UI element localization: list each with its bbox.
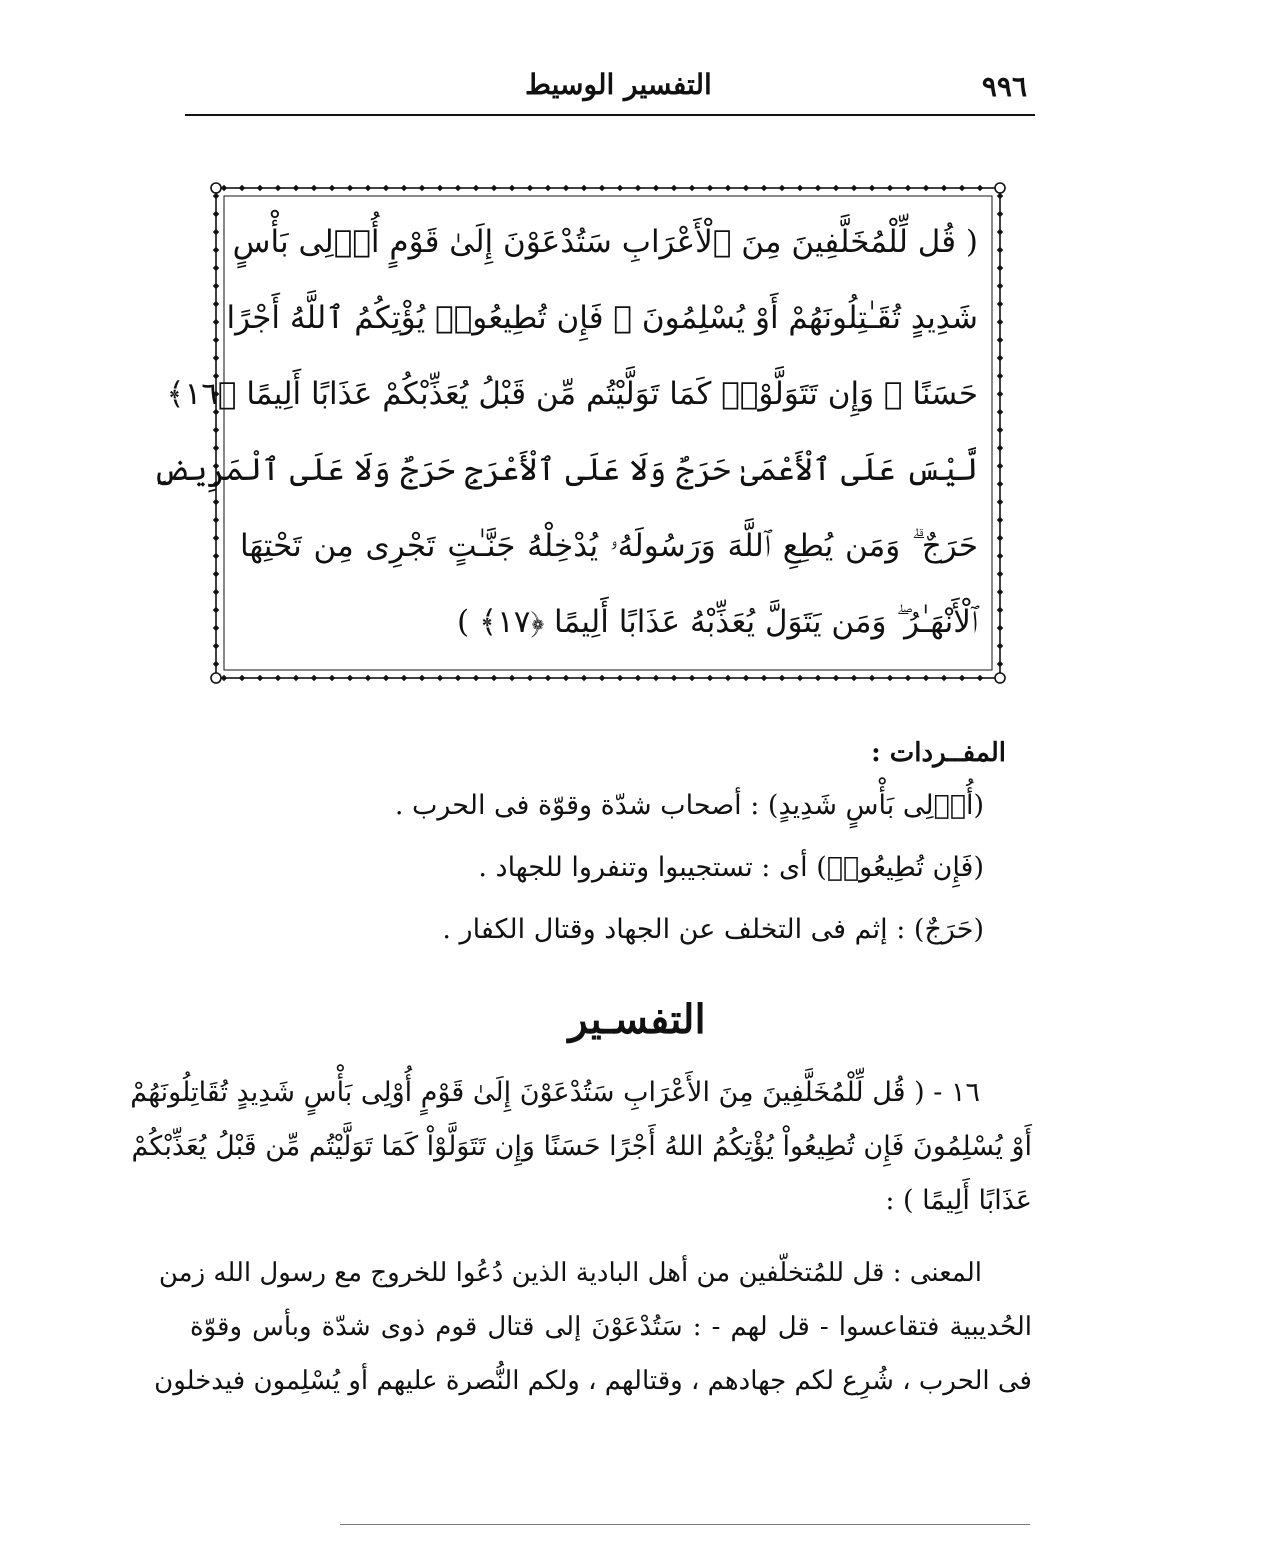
vocabulary-item: (حَرَجٌ) : إثم فى التخلف عن الجهاد وقتال الكفار . bbox=[442, 914, 984, 945]
verse-line: حَسَنًا ۖ وَإِن تَتَوَلَّوْا۟ كَمَا تَوَلَّيْتُم مِّن قَبْلُ يُعَذِّبْكُمْ عَذَابًا أَلِيمًا ﴿١٦﴾ bbox=[166, 376, 978, 412]
verse-text bbox=[152, 204, 978, 662]
verse-frame bbox=[152, 182, 1006, 684]
running-title: التفسير الوسيط bbox=[525, 68, 712, 101]
page-header bbox=[185, 60, 1035, 120]
meaning-paragraph bbox=[154, 1246, 1032, 1408]
tafsir-heading: التفسـير bbox=[568, 996, 706, 1043]
vocabulary-item: (فَإِن تُطِيعُوا۟) أى : تستجيبوا وتنفروا للجهاد . bbox=[478, 852, 984, 883]
meaning-line: المعنى : قل للمُتخلّفين من أهل البادية الذين دُعُوا للخروج مع رسول الله زمن bbox=[158, 1258, 982, 1288]
meaning-line: فى الحرب ، شُرِع لكم جهادهم ، وقتالهم ، ولكم النُّصرة عليهم أو يُسْلِمون فيدخلون bbox=[154, 1366, 1032, 1396]
header-rule bbox=[185, 114, 1035, 116]
quoted-verse-paragraph bbox=[130, 1066, 1032, 1228]
page-number: ٩٩٦ bbox=[981, 70, 1027, 103]
verse-line: شَدِيدٍ تُقَـٰتِلُونَهُمْ أَوْ يُسْلِمُونَ ۖ فَإِن تُطِيعُوا۟ يُؤْتِكُمُ ٱللَّهُ أَجْرًا bbox=[226, 300, 978, 336]
quote-line: أَوْ يُسْلِمُونَ فَإِن تُطِيعُواْ يُؤْتِكُمُ اللهُ أَجْرًا حَسَنًا وَإِن تَتَوَلَّوْاْ كَمَا تَوَلَّيْتُم مِّن قَبْلُ يُعَذِّبْكُمْ bbox=[131, 1131, 1032, 1162]
verse-line: ( قُل لِّلْمُخَلَّفِينَ مِنَ ٱلْأَعْرَابِ سَتُدْعَوْنَ إِلَىٰ قَوْمٍ أُو۟لِى بَأْسٍ bbox=[232, 224, 978, 260]
quote-line: ١٦ - ( قُل لِّلْمُخَلَّفِينَ مِنَ الأَعْرَابِ سَتُدْعَوْنَ إِلَىٰ قَوْمٍ أُوْلِى بَأْسٍ شَدِيدٍ تُقَاتِلُونَهُمْ bbox=[130, 1077, 980, 1108]
verse-line: ٱلْأَنْهَـٰرُ ۖ وَمَن يَتَوَلَّ يُعَذِّبْهُ عَذَابًا أَلِيمًا ﴿١٧﴾ ) bbox=[457, 604, 978, 640]
footer-rule bbox=[340, 1524, 1030, 1525]
verse-line: حَرَجٌ ۗ وَمَن يُطِعِ ٱللَّهَ وَرَسُولَهُۥ يُدْخِلْهُ جَنَّـٰتٍ تَجْرِى مِن تَحْتِهَا bbox=[240, 528, 978, 564]
vocabulary-item: (أُو۟لِى بَأْسٍ شَدِيدٍ) : أصحاب شدّة وقوّة فى الحرب . bbox=[394, 790, 984, 821]
meaning-line: الحُديبية فتقاعسوا - قل لهم - : سَتُدْعَوْنَ إلى قتال قوم ذوى شدّة وبأس وقوّة bbox=[190, 1312, 1032, 1342]
quote-line: عَذَابًا أَلِيمًا ) : bbox=[885, 1185, 1032, 1216]
verse-line: لَّيْسَ عَلَى ٱلْأَعْمَىٰ حَرَجٌ وَلَا عَلَى ٱلْأَعْرَجِ حَرَجٌ وَلَا عَلَى ٱلْمَرِيضِ bbox=[152, 452, 978, 488]
vocabulary-heading: المفــردات : bbox=[871, 738, 1006, 768]
